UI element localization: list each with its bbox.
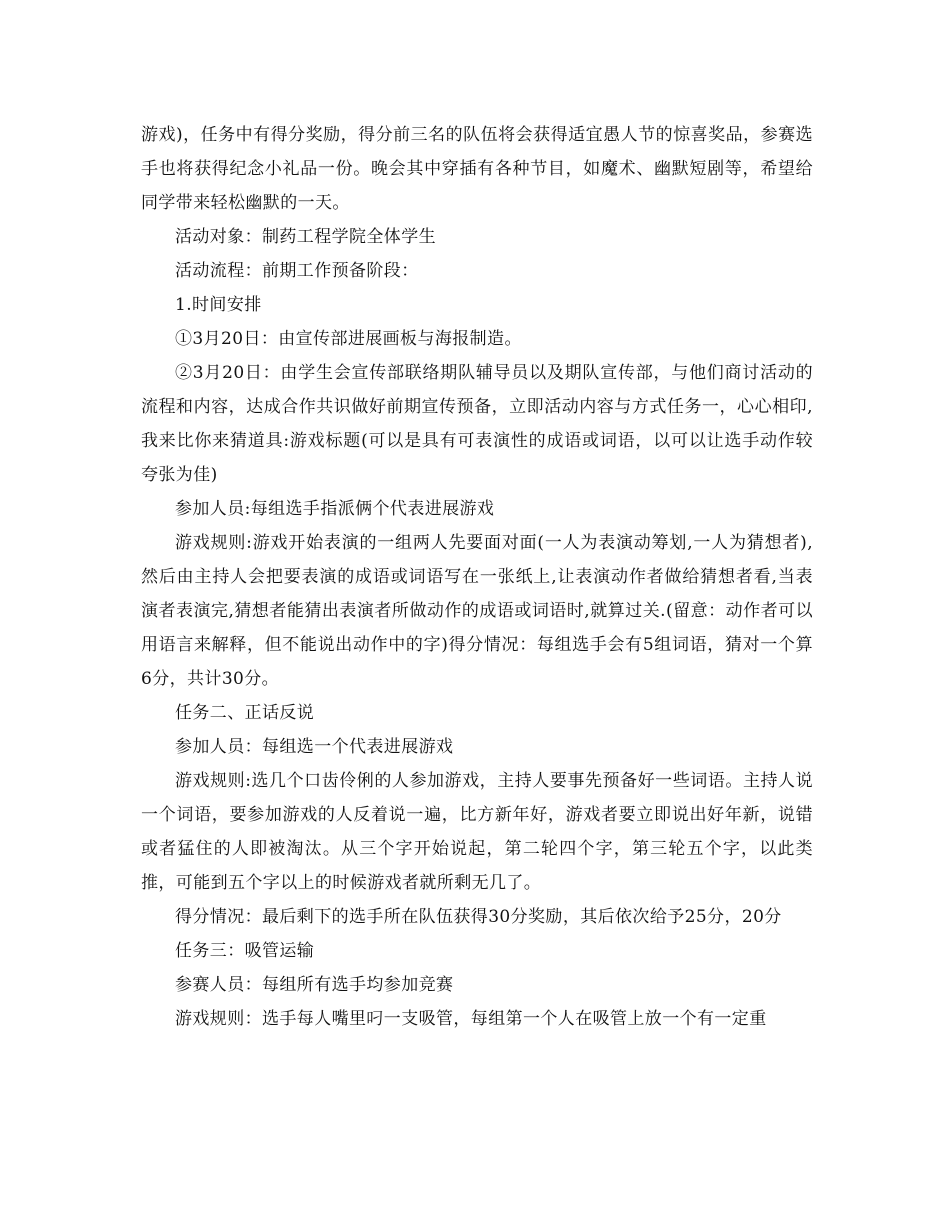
- paragraph-target-audience: 活动对象：制药工程学院全体学生: [175, 227, 436, 247]
- paragraph-task3-rules: 游戏规则：选手每人嘴里叼一支吸管，每组第一个人在吸管上放一个有一定重: [175, 1009, 767, 1029]
- paragraph-schedule-item-2: ②3月20日：由学生会宣传部联络期队辅导员以及期队宣传部，与他们商讨活动的流程和内容，达成合作共识做好前期宣传预备，立即活动内容与方式任务一，心心相印,我来比你来猜道具:游戏标题(可以是具有可表演性的成语或词语，以可以让选手动作较夸张为佳): [141, 363, 813, 485]
- document-page: [141, 118, 813, 1036]
- paragraph-schedule-item-1: ①3月20日：由宣传部进展画板与海报制造。: [175, 329, 522, 349]
- paragraph-task3-participants: 参赛人员：每组所有选手均参加竞赛: [175, 975, 454, 995]
- paragraph-task2-participants: 参加人员：每组选一个代表进展游戏: [175, 737, 454, 757]
- paragraph-task1-participants: 参加人员:每组选手指派俩个代表进展游戏: [175, 499, 495, 519]
- paragraph-schedule-heading: 1.时间安排: [175, 295, 262, 315]
- paragraph-process-heading: 活动流程：前期工作预备阶段：: [175, 261, 419, 281]
- paragraph-intro: 游戏)，任务中有得分奖励，得分前三名的队伍将会获得适宜愚人节的惊喜奖品，参赛选手也将获得纪念小礼品一份。晚会其中穿插有各种节目，如魔术、幽默短剧等，希望给同学带来轻松幽默的一天。: [141, 125, 813, 213]
- paragraph-task3-heading: 任务三：吸管运输: [175, 941, 315, 961]
- paragraph-task2-scoring: 得分情况：最后剩下的选手所在队伍获得30分奖励，其后依次给予25分，20分: [175, 907, 782, 927]
- paragraph-task2-heading: 任务二、正话反说: [175, 703, 315, 723]
- paragraph-task2-rules: 游戏规则:选几个口齿伶俐的人参加游戏，主持人要事先预备好一些词语。主持人说一个词语，要参加游戏的人反着说一遍，比方新年好，游戏者要立即说出好年新，说错或者猛住的人即被淘汰。从三个字开始说起，第二轮四个字，第三轮五个字，以此类推，可能到五个字以上的时候游戏者就所剩无几了。: [141, 771, 813, 893]
- paragraph-task1-rules: 游戏规则:游戏开始表演的一组两人先要面对面(一人为表演动筹划,一人为猜想者),然后由主持人会把要表演的成语或词语写在一张纸上,让表演动作者做给猜想者看,当表演者表演完,猜想者能猜出表演者所做动作的成语或词语时,就算过关.(留意：动作者可以用语言来解释，但不能说出动作中的字)得分情况：每组选手会有5组词语，猜对一个算6分，共计30分。: [141, 533, 813, 689]
